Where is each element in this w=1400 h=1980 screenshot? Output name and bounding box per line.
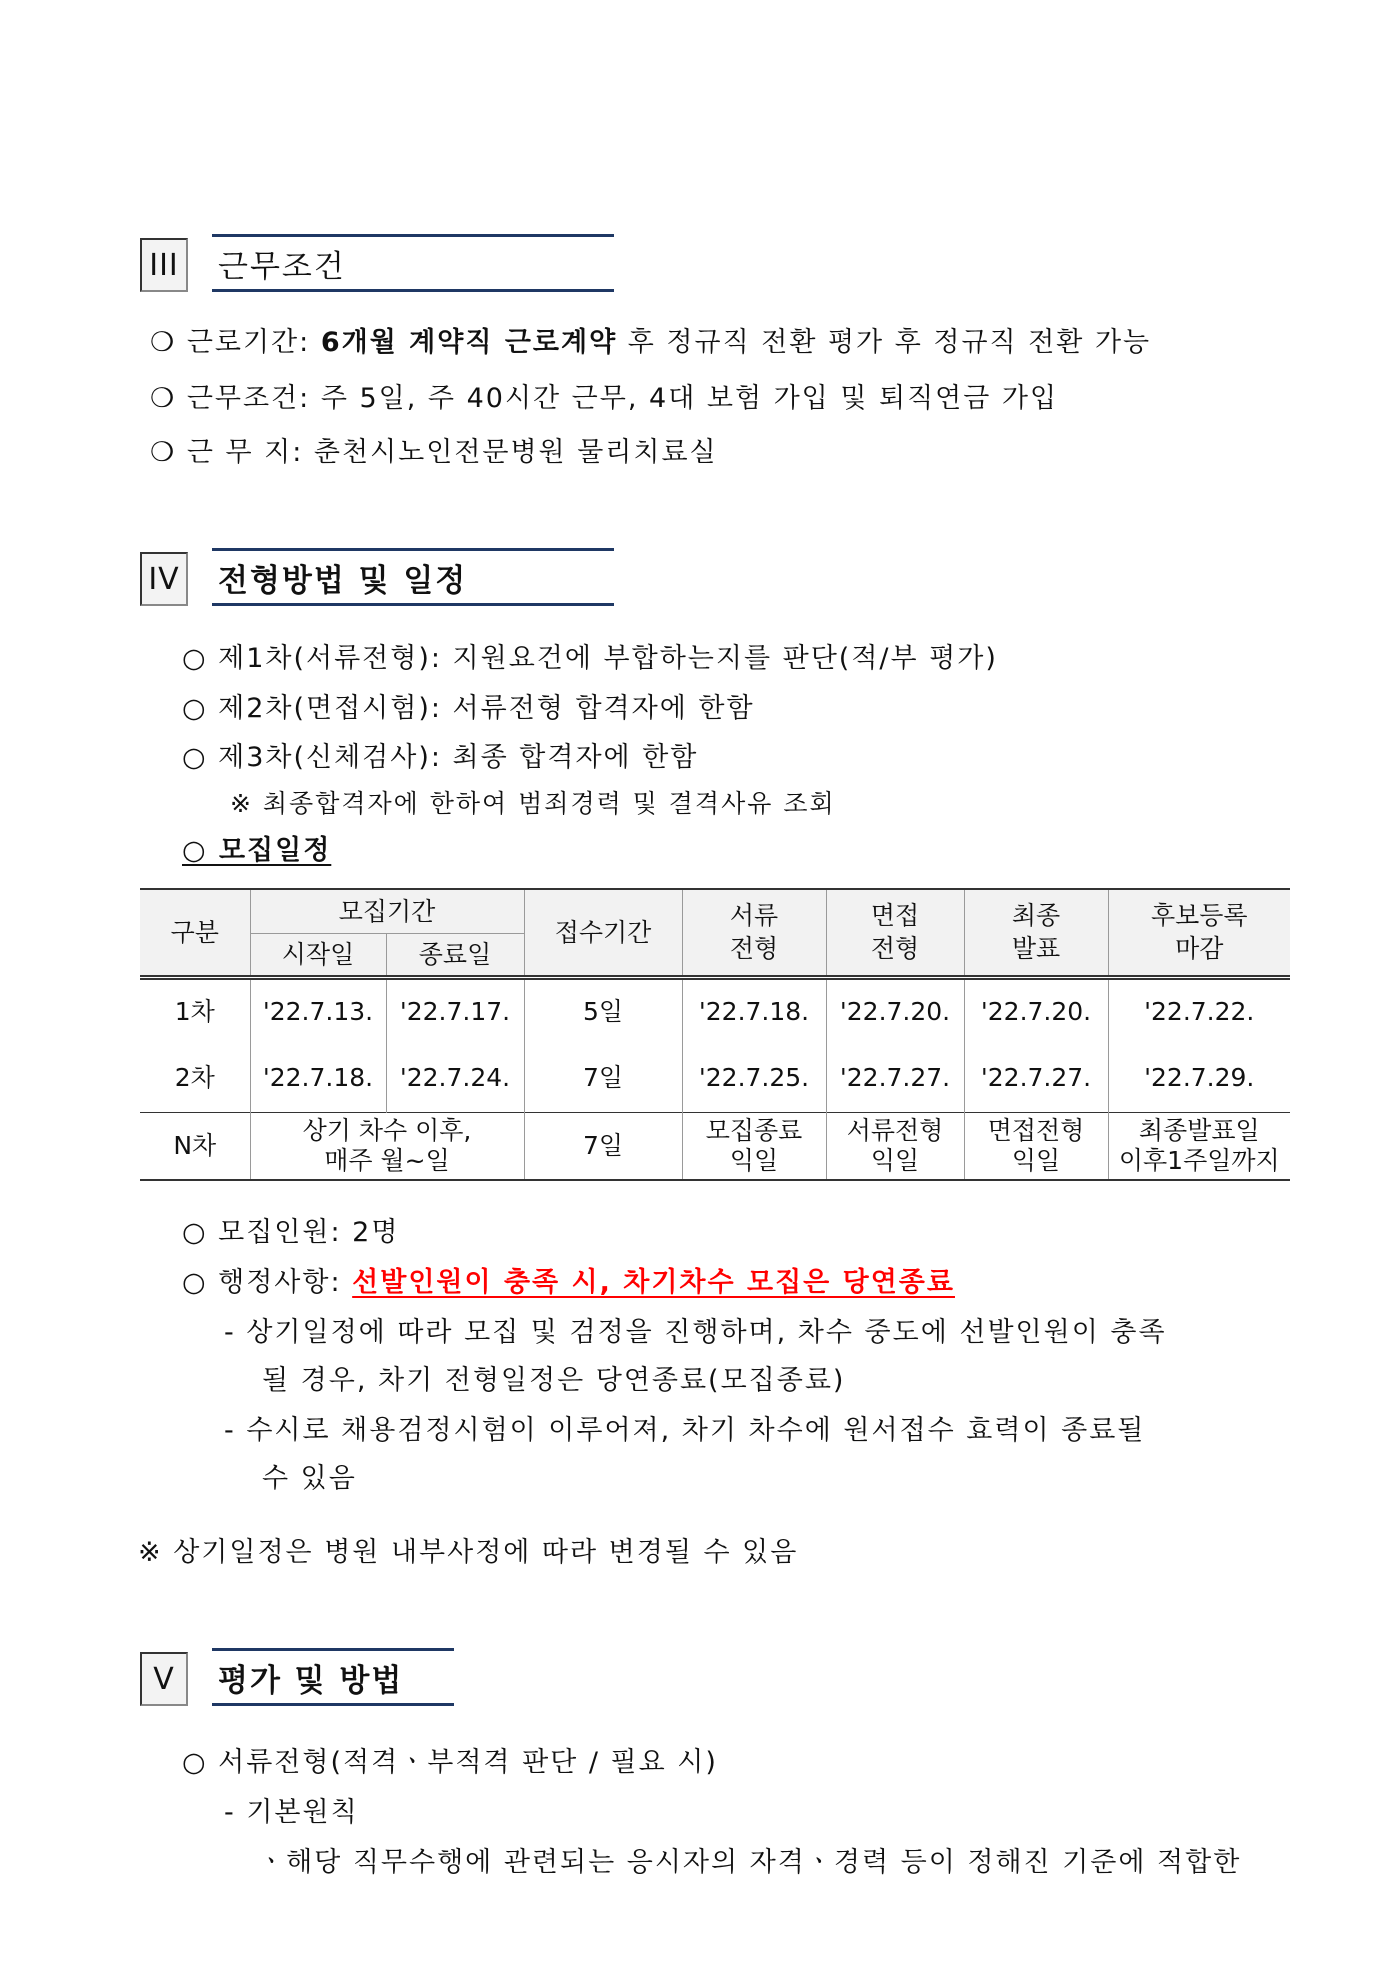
admin-line [182,1260,955,1299]
cell-end: '22.7.17. [386,977,524,1044]
admin-highlight: 선발인원이 충족 시, 차기차수 모집은 당연종료 [352,1267,955,1298]
cell-receipt: 5일 [524,977,682,1044]
cell-start: '22.7.18. [250,1044,386,1113]
cell-interview: '22.7.20. [826,977,964,1044]
table-row [140,1112,1290,1180]
label: 근로기간: [186,327,321,358]
label: 근 무 지: [186,437,314,468]
header-receipt-period: 접수기간 [524,889,682,977]
rest: 후 정규직 전환 평가 후 정규직 전환 가능 [617,327,1152,358]
header-end-date: 종료일 [386,933,524,977]
header-reserve-deadline: 후보등록 마감 [1108,889,1290,977]
bullet: ❍ [150,327,177,358]
stage3-line: ○ 제3차(신체검사): 최종 합격자에 한함 [182,742,699,773]
basic-principle-line: - 기본원칙 [224,1797,359,1828]
cell-final: 면접전형 익일 [964,1112,1108,1180]
bullet: ❍ [150,437,177,468]
cell-receipt: 7일 [524,1044,682,1113]
section-title-work-conditions: 근무조건 [212,234,614,292]
cell-doc: 모집종료 익일 [682,1112,826,1180]
cell-receipt: 7일 [524,1112,682,1180]
cell-round: 2차 [140,1044,250,1113]
cell-interview: '22.7.27. [826,1044,964,1113]
header-start-date: 시작일 [250,933,386,977]
admin-sub2-b: 수 있음 [262,1463,357,1494]
header-gubun: 구분 [140,889,250,977]
admin-sub1-b: 될 경우, 차기 전형일정은 당연종료(모집종료) [262,1365,846,1396]
table-row [140,977,1290,1044]
cell-period: 상기 차수 이후, 매주 월~일 [250,1112,524,1180]
background-check-note: ※ 최종합격자에 한하여 범죄경력 및 결격사유 조회 [230,789,836,818]
cell-final: '22.7.27. [964,1044,1108,1113]
rest: 주 5일, 주 40시간 근무, 4대 보험 가입 및 퇴직연금 가입 [320,383,1059,414]
cell-reserve: '22.7.22. [1108,977,1290,1044]
section-number-4: IV [140,552,188,606]
admin-sub2-a: - 수시로 채용검정시험이 이루어져, 차기 차수에 원서접수 효력이 종료될 [224,1415,1146,1446]
recruitment-schedule-table [140,888,1290,1181]
schedule-footnote: ※ 상기일정은 병원 내부사정에 따라 변경될 수 있음 [138,1537,799,1568]
cell-doc: '22.7.25. [682,1044,826,1113]
cell-end: '22.7.24. [386,1044,524,1113]
header-doc-screening: 서류 전형 [682,889,826,977]
cell-start: '22.7.13. [250,977,386,1044]
cell-doc: '22.7.18. [682,977,826,1044]
principle-detail-line: ㆍ해당 직무수행에 관련되는 응시자의 자격ㆍ경력 등이 정해진 기준에 적합한 [258,1847,1242,1878]
cell-interview: 서류전형 익일 [826,1112,964,1180]
admin-label: ○ 행정사항: [182,1267,353,1298]
work-period-line [150,320,1151,359]
table-row [140,1044,1290,1113]
emphasis: 6개월 계약직 근로계약 [320,327,618,358]
doc-screening-line: ○ 서류전형(적격ㆍ부적격 판단 / 필요 시) [182,1747,718,1778]
cell-round: 1차 [140,977,250,1044]
header-interview: 면접 전형 [826,889,964,977]
rest: 춘천시노인전문병원 물리치료실 [313,437,718,468]
work-conditions-line [150,376,1058,415]
header-recruit-period: 모집기간 [250,889,524,933]
cell-reserve: '22.7.29. [1108,1044,1290,1113]
cell-round: N차 [140,1112,250,1180]
cell-final: '22.7.20. [964,977,1108,1044]
stage2-line: ○ 제2차(면접시험): 서류전형 합격자에 한함 [182,693,755,724]
section-number-3: III [140,238,188,292]
cell-reserve: 최종발표일 이후1주일까지 [1108,1112,1290,1180]
headcount-line: ○ 모집인원: 2명 [182,1217,400,1248]
section-title-evaluation: 평가 및 방법 [212,1648,454,1706]
section-title-selection-method: 전형방법 및 일정 [212,548,614,606]
header-final-announce: 최종 발표 [964,889,1108,977]
label: 근무조건: [186,383,321,414]
bullet: ❍ [150,383,177,414]
schedule-heading: ○ 모집일정 [182,835,332,866]
admin-sub1-a: - 상기일정에 따라 모집 및 검정을 진행하며, 차수 중도에 선발인원이 충족 [224,1317,1167,1348]
workplace-line [150,430,718,469]
section-number-5: V [140,1652,188,1706]
stage1-line: ○ 제1차(서류전형): 지원요건에 부합하는지를 판단(적/부 평가) [182,643,998,674]
